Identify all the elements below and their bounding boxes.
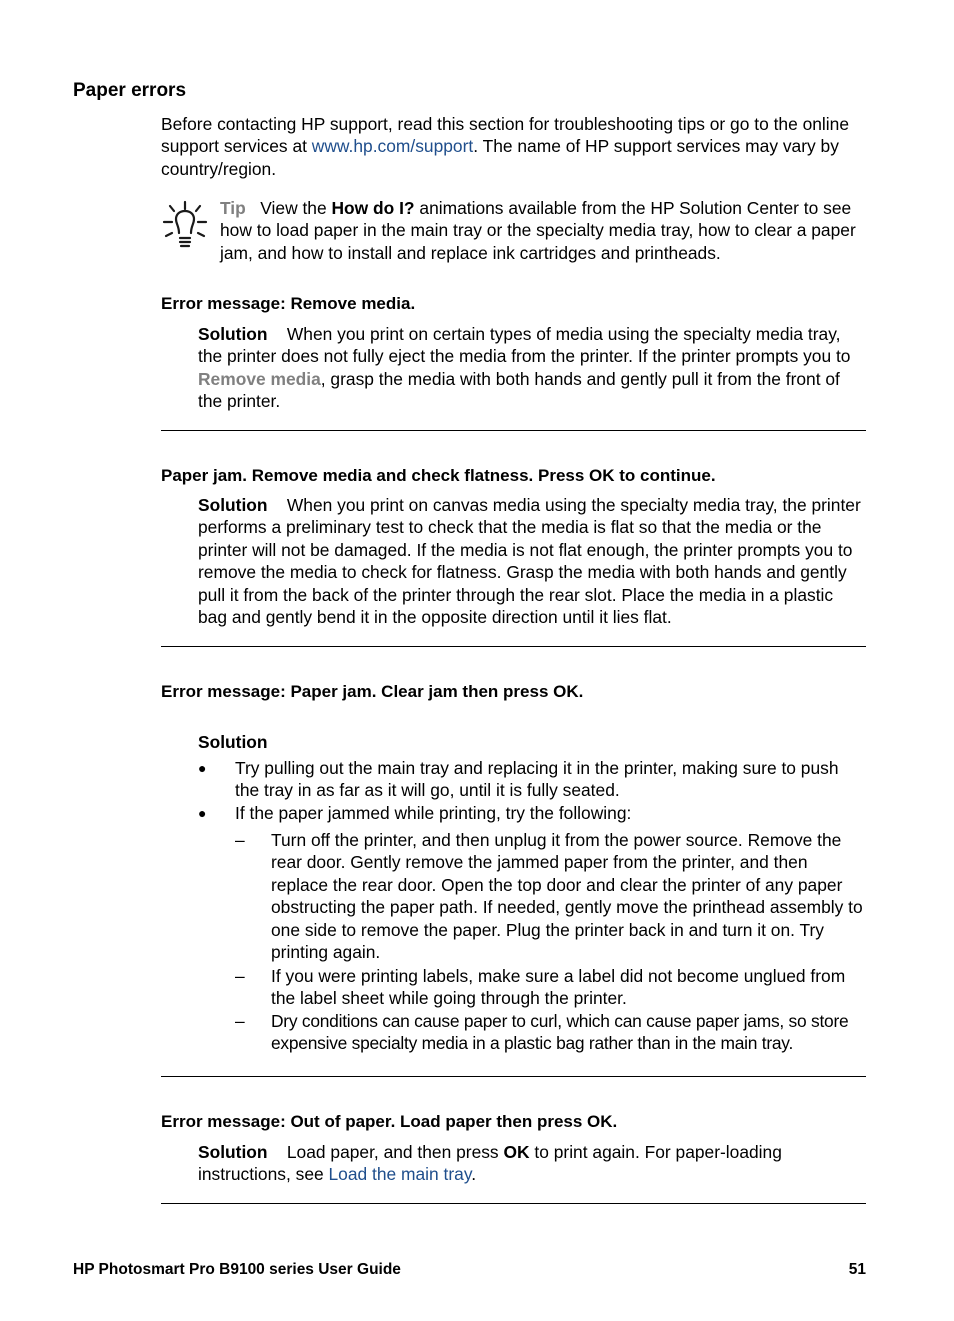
error-heading-out-of-paper: Error message: Out of paper. Load paper then press OK. — [161, 1112, 618, 1131]
error-heading-check-flatness: Paper jam. Remove media and check flatness. Press OK to continue. — [161, 466, 716, 485]
section-divider — [161, 646, 866, 647]
sub-list-item-text: Turn off the printer, and then unplug it from the power source. Remove the rear door. Gently remove the jammed paper from the printer, and then replace the rear door. Open the top door and clear the printer of any paper obstructing the paper path. If needed, gently move the printhead assembly to one side to remove the paper. Plug the printer back in and turn it on. Try printing again. — [271, 830, 863, 963]
intro-text-1: Before contacting HP support, read this section for troubleshooting tips or go to the online support services at — [161, 114, 849, 157]
tip-text-1: View the — [260, 198, 332, 218]
solution-label: Solution — [198, 495, 268, 515]
intro-paragraph — [161, 113, 866, 180]
solution-text-1: Load paper, and then press — [286, 1142, 504, 1162]
sub-list-item-text: If you were printing labels, make sure a label did not become unglued from the label sheet while going through the printer. — [271, 966, 846, 1009]
list-item-text: If the paper jammed while printing, try the following: — [235, 803, 632, 823]
dash-icon: – — [235, 966, 245, 986]
section-title: Paper errors — [73, 80, 187, 101]
footer-title: HP Photosmart Pro B9100 series User Guide — [73, 1261, 401, 1278]
page-number: 51 — [848, 1261, 866, 1278]
section-divider — [161, 430, 866, 431]
load-main-tray-link[interactable]: Load the main tray — [328, 1164, 472, 1185]
tip-bold: How do I? — [331, 198, 415, 218]
dash-icon: – — [235, 1011, 245, 1031]
dash-icon: – — [235, 830, 245, 850]
ok-button-text: OK — [503, 1142, 530, 1162]
bullet-icon: ● — [198, 760, 207, 776]
sub-list-item — [235, 829, 866, 963]
section-divider — [161, 1076, 866, 1077]
section-divider — [161, 1203, 866, 1204]
remove-media-ui-text: Remove media — [198, 368, 321, 389]
tip-text-2: animations available from the HP Solution Center to see how to load paper in the main tray or the specialty media tray, how to clear a paper jam, and how to install and replace ink cartridges and printheads. — [220, 198, 856, 263]
intro-text-2: . The name of HP support services may vary by country/region. — [161, 136, 839, 179]
list-item — [198, 757, 866, 802]
solution-label: Solution — [198, 732, 268, 752]
solution-text-3: . — [471, 1164, 477, 1185]
solution-check-flatness — [198, 494, 866, 628]
bullet-icon: ● — [198, 805, 207, 821]
sub-list-item — [235, 1010, 866, 1055]
error-heading-remove-media: Error message: Remove media. — [161, 294, 416, 313]
solution-text-2: , grasp the media with both hands and gently pull it from the front of the printer. — [198, 368, 840, 412]
solution-text-2: to print again. For paper-loading instructions, see — [198, 1142, 782, 1185]
solution-out-of-paper — [198, 1141, 866, 1186]
sub-list-item-text: Dry conditions can cause paper to curl, which can cause paper jams, so store expensive specialty media in a plastic bag rather than in the main tray. — [271, 1011, 849, 1054]
support-link[interactable]: www.hp.com/support — [311, 136, 474, 157]
solution-remove-media — [198, 323, 866, 413]
solution-label: Solution — [198, 1142, 268, 1162]
error-heading-paper-jam: Error message: Paper jam. Clear jam then press OK. — [161, 682, 584, 701]
tip-label: Tip — [220, 198, 246, 218]
lightbulb-tip-icon — [162, 200, 208, 250]
solution-label: Solution — [198, 324, 268, 344]
tip-paragraph — [220, 197, 866, 264]
list-item — [198, 802, 866, 824]
solution-text-1: When you print on certain types of media using the specialty media tray, the printer does not fully eject the media from the printer. If the printer prompts you to — [198, 324, 851, 367]
solution-text: When you print on canvas media using the specialty media tray, the printer performs a preliminary test to check that the media is flat so that the media or the printer will not be damaged. If the media is not flat enough, the printer prompts you to remove the media to check for flatness. Grasp the media with both hands and gently pull it from the back of the printer through the rear slot. Place the media in a plastic bag and gently bend it in the opposite direction until it lies flat. — [198, 495, 861, 628]
list-item-text: Try pulling out the main tray and replacing it in the printer, making sure to push the tray in as far as it will go, until it is fully seated. — [235, 758, 839, 801]
sub-list-item — [235, 965, 866, 1010]
